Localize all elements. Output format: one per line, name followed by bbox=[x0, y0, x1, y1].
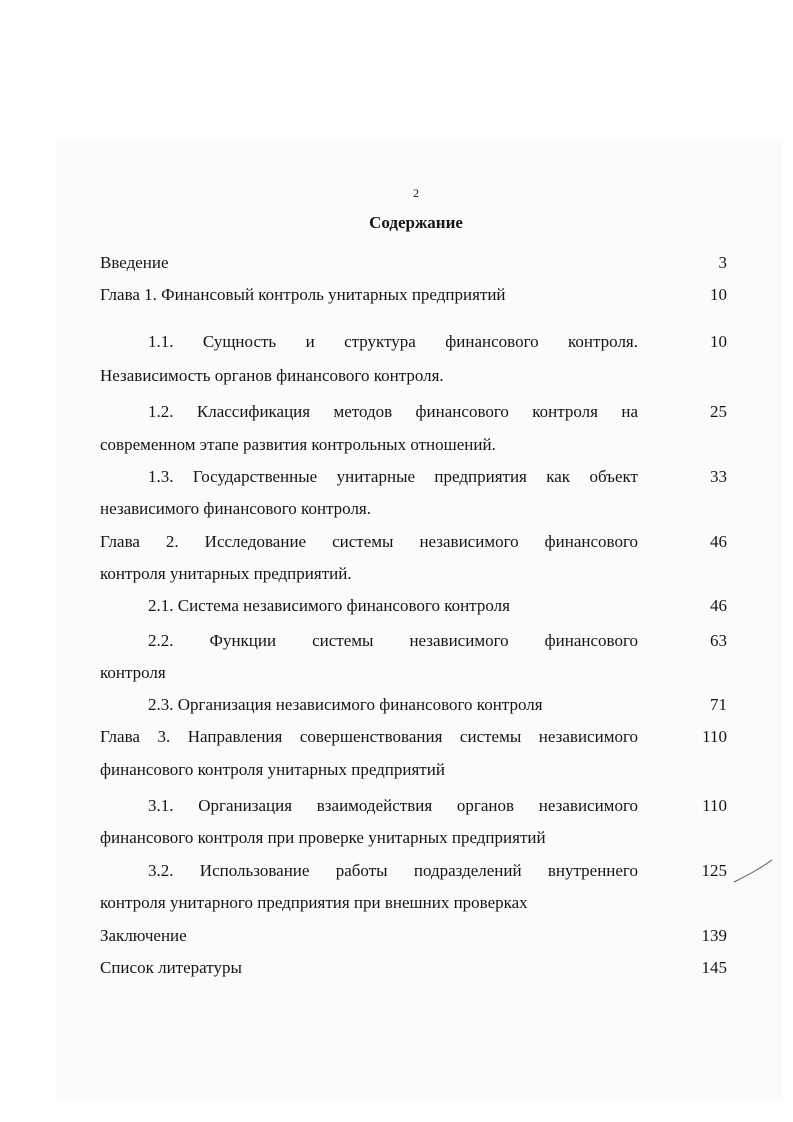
toc-intro-page: 3 bbox=[718, 253, 727, 272]
toc-chapter-1-page: 10 bbox=[710, 285, 727, 304]
toc-section-2-3-text: 2.3. Организация независимого финансового контроля bbox=[148, 695, 543, 714]
toc-section-1-3-line-1: 1.3. Государственные унитарные предприятия как объект bbox=[148, 467, 638, 486]
toc-intro-text: Введение bbox=[100, 253, 169, 272]
toc-section-1-1-line-2: Независимость органов финансового контроля. bbox=[100, 366, 444, 385]
toc-section-1-2-line-1: 1.2. Классификация методов финансового контроля на bbox=[148, 402, 638, 421]
toc-section-2-3-page: 71 bbox=[710, 695, 727, 714]
toc-section-1-2-line-2: современном этапе развития контрольных отношений. bbox=[100, 435, 496, 454]
toc-section-3-2-page: 125 bbox=[701, 861, 727, 880]
toc-section-3-1-line-2: финансового контроля при проверке унитарных предприятий bbox=[100, 828, 546, 847]
page-number: 2 bbox=[413, 186, 419, 200]
toc-section-1-1-page: 10 bbox=[710, 332, 727, 351]
toc-chapter-2-line-1: Глава 2. Исследование системы независимого финансового bbox=[100, 532, 638, 551]
toc-conclusion-page: 139 bbox=[701, 926, 727, 945]
toc-section-2-2-line-2: контроля bbox=[100, 663, 166, 682]
toc-bibliography-page: 145 bbox=[701, 958, 727, 977]
toc-chapter-1-text: Глава 1. Финансовый контроль унитарных предприятий bbox=[100, 285, 506, 304]
pen-stroke-mark bbox=[732, 858, 776, 886]
toc-chapter-2-line-2: контроля унитарных предприятий. bbox=[100, 564, 352, 583]
toc-conclusion-text: Заключение bbox=[100, 926, 187, 945]
toc-section-1-3-line-2: независимого финансового контроля. bbox=[100, 499, 372, 518]
toc-bibliography-text: Список литературы bbox=[100, 958, 242, 977]
toc-section-2-2-line-1: 2.2. Функции системы независимого финансового bbox=[148, 631, 638, 650]
page-title: Содержание bbox=[369, 213, 463, 232]
toc-chapter-3-line-2: финансового контроля унитарных предприятий bbox=[100, 760, 445, 779]
toc-section-3-2-line-1: 3.2. Использование работы подразделений внутреннего bbox=[148, 861, 638, 880]
toc-chapter-3-line-1: Глава 3. Направления совершенствования системы независимого bbox=[100, 727, 638, 746]
toc-section-3-1-line-1: 3.1. Организация взаимодействия органов независимого bbox=[148, 796, 638, 815]
scan-background bbox=[56, 140, 782, 1100]
toc-chapter-2-page: 46 bbox=[710, 532, 727, 551]
toc-section-1-2-page: 25 bbox=[710, 402, 727, 421]
toc-chapter-3-page: 110 bbox=[702, 727, 727, 746]
toc-section-2-1-text: 2.1. Система независимого финансового контроля bbox=[148, 596, 510, 615]
toc-section-1-1-line-1: 1.1. Сущность и структура финансового контроля. bbox=[148, 332, 638, 351]
toc-section-2-2-page: 63 bbox=[710, 631, 727, 650]
toc-section-1-3-page: 33 bbox=[710, 467, 727, 486]
toc-section-3-2-line-2: контроля унитарного предприятия при внешних проверках bbox=[100, 893, 528, 912]
toc-section-3-1-page: 110 bbox=[702, 796, 727, 815]
toc-section-2-1-page: 46 bbox=[710, 596, 727, 615]
